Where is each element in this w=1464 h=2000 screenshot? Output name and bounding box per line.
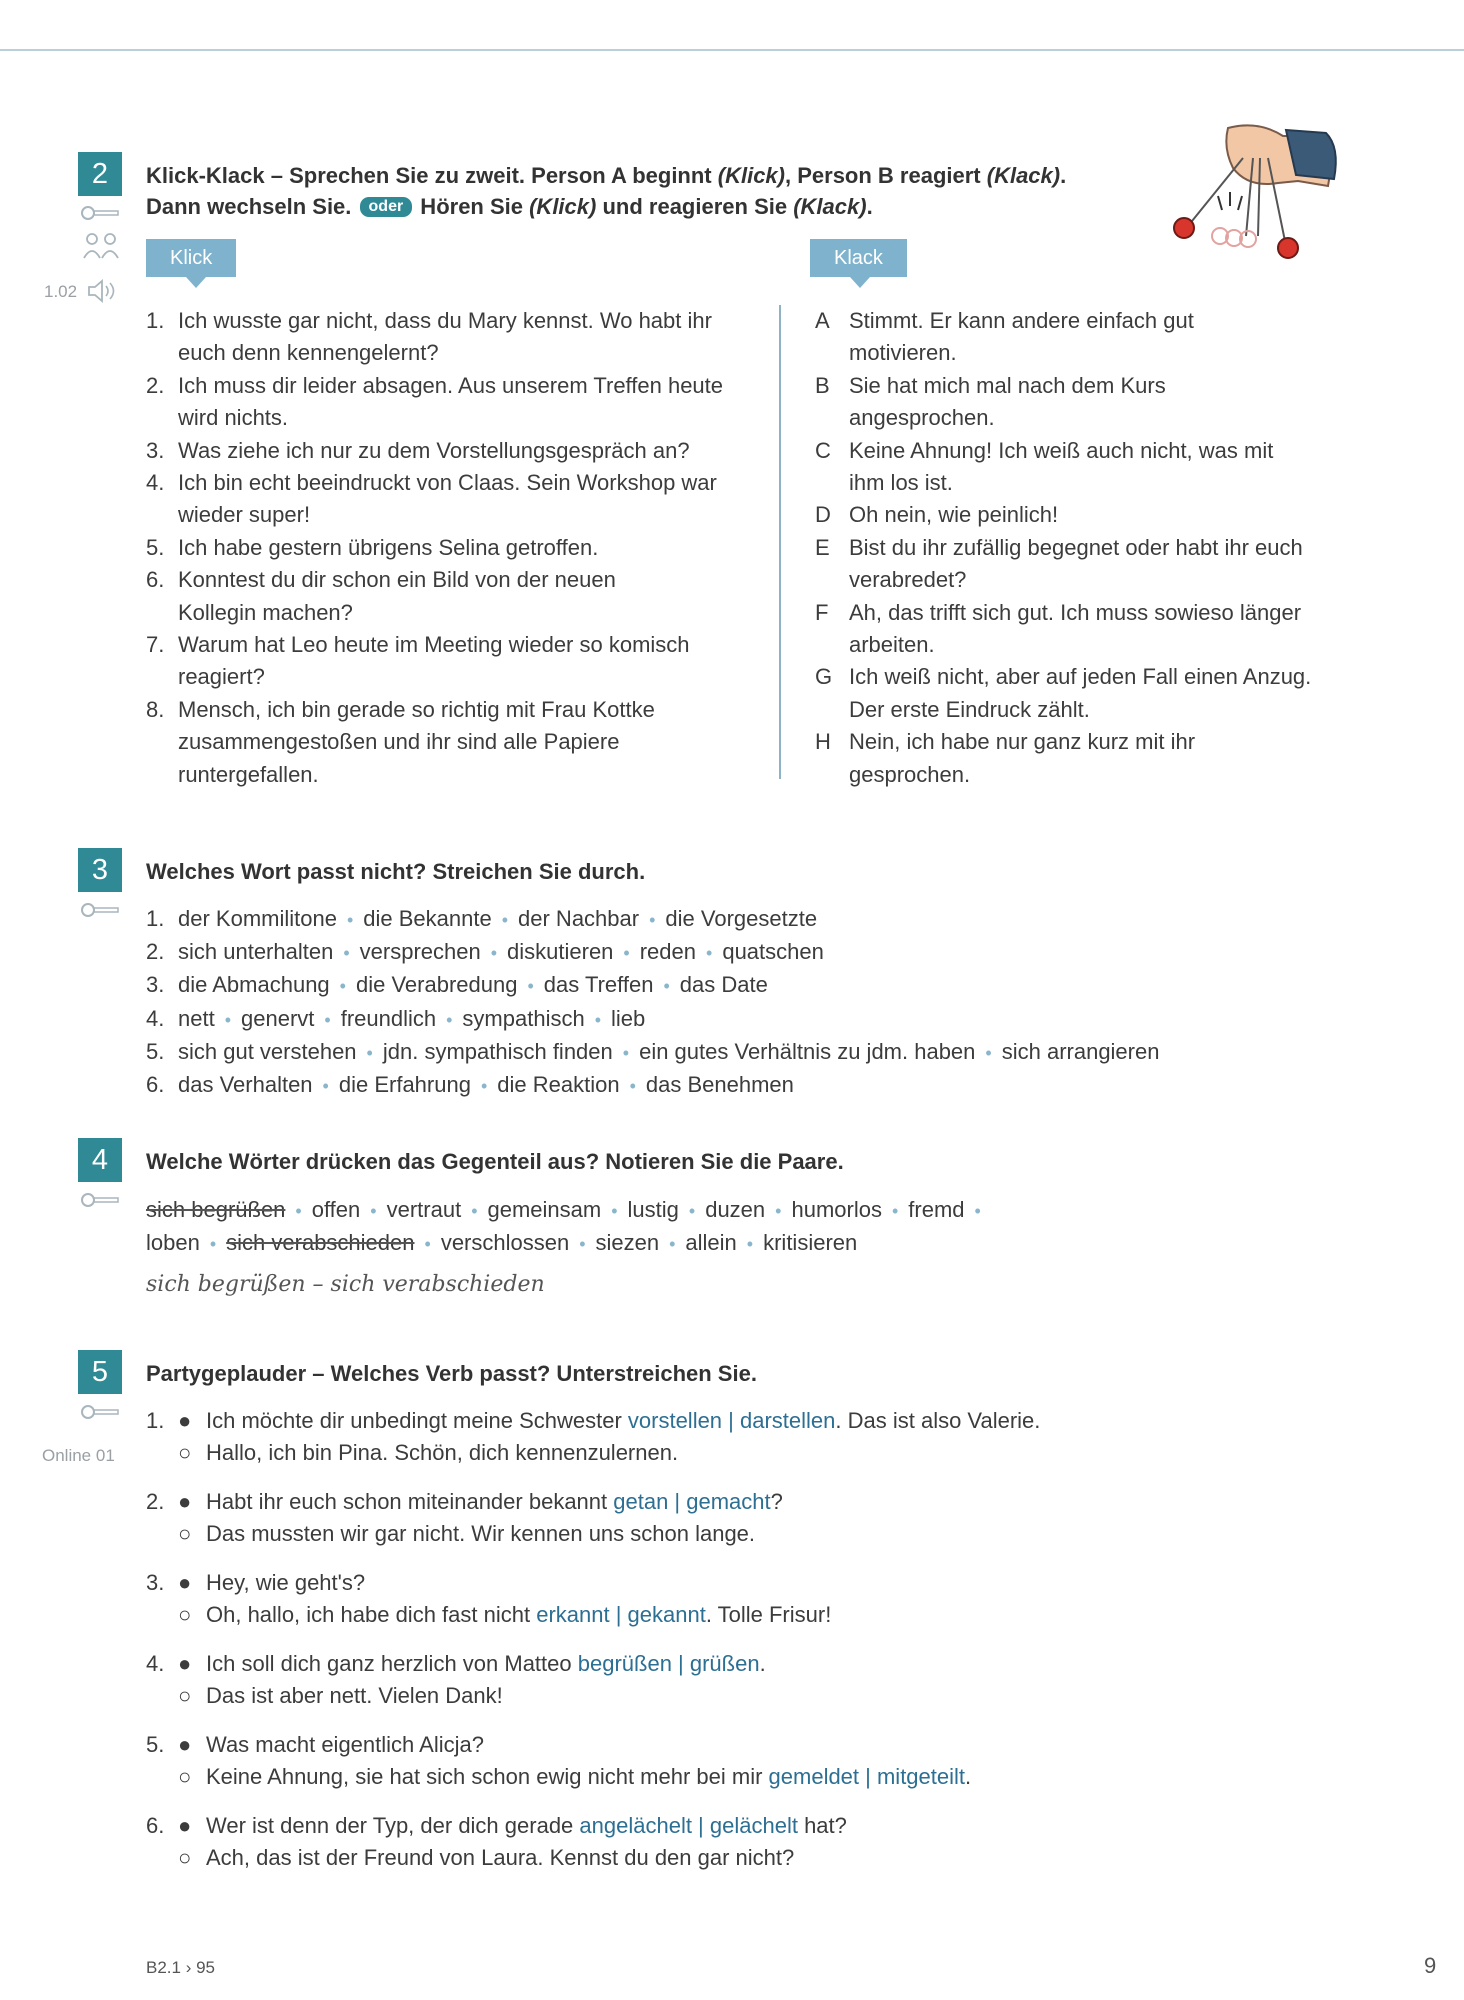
verb-options[interactable]: getan | gemacht	[613, 1489, 771, 1514]
footer-level: B2.1 › 95	[146, 1958, 215, 1977]
speaker-icon[interactable]	[86, 278, 118, 304]
list-item: 1. Ich wusste gar nicht, dass du Mary kennst. Wo habt ihr euch denn kennengelernt?	[146, 308, 712, 366]
exercise-3-title: Welches Wort passt nicht? Streichen Sie durch.	[146, 859, 646, 884]
handwritten-example: sich begrüßen – sich verabschieden	[146, 1272, 545, 1297]
list-item: 4. nett • genervt • freundlich • sympathisch • lieb	[146, 1005, 646, 1031]
exercise-2-title: Klick-Klack – Sprechen Sie zu zweit. Person A beginnt (Klick), Person B reagiert (Klack).	[146, 163, 1067, 188]
page-number: 9	[1424, 1953, 1437, 1978]
klick-list	[146, 305, 766, 791]
list-item: C Keine Ahnung! Ich weiß auch nicht, was mit ihm los ist.	[815, 437, 1274, 496]
list-item: H Nein, ich habe nur ganz kurz mit ihr gesprochen.	[815, 729, 1196, 787]
list-item: 4. Ich bin echt beeindruckt von Claas. Sein Workshop war wieder super!	[146, 470, 717, 528]
list-item: 3. Was ziehe ich nur zu dem Vorstellungsgespräch an?	[146, 437, 690, 463]
list-item: G Ich weiß nicht, aber auf jeden Fall einen Anzug. Der erste Eindruck zählt.	[815, 664, 1312, 722]
verb-options[interactable]: erkannt | gekannt	[536, 1602, 706, 1627]
list-item: 7. Warum hat Leo heute im Meeting wieder so komisch reagiert?	[146, 632, 690, 690]
list-item: B Sie hat mich mal nach dem Kurs angesprochen.	[815, 372, 1166, 431]
list-item: 5. Ich habe gestern übrigens Selina getroffen.	[146, 534, 599, 560]
verb-options[interactable]: vorstellen | darstellen	[627, 1408, 836, 1433]
oder-badge: oder	[360, 197, 413, 217]
list-item: 5. sich gut verstehen • jdn. sympathisch finden • ein gutes Verhältnis zu jdm. haben • sich arrangieren	[146, 1038, 1160, 1064]
verb-options[interactable]: begrüßen | grüßen	[577, 1651, 760, 1676]
list-item: 3. die Abmachung • die Verabredung • das Treffen • das Date	[146, 972, 768, 998]
klick-tag: Klick	[146, 239, 236, 277]
list-item: 1. der Kommilitone • die Bekannte • der Nachbar • die Vorgesetzte	[146, 906, 818, 931]
newton-cradle-illustration	[1168, 118, 1348, 268]
top-rule	[0, 49, 1464, 51]
list-item: 6. das Verhalten • die Erfahrung • die Reaktion • das Benehmen	[146, 1072, 794, 1098]
list-item: 2. sich unterhalten • versprechen • diskutieren • reden • quatschen	[146, 939, 824, 965]
exercise-3-list	[146, 903, 1159, 1102]
list-item: 6. Konntest du dir schon ein Bild von der neuen Kollegin machen?	[146, 567, 616, 625]
key-icon	[80, 1192, 122, 1208]
exercise-5-title: Partygeplauder – Welches Verb passt? Unterstreichen Sie.	[146, 1361, 757, 1386]
key-icon	[80, 902, 122, 918]
list-item: F Ah, das trifft sich gut. Ich muss sowieso länger arbeiten.	[815, 599, 1302, 658]
exercise-4-number: 4	[78, 1138, 122, 1182]
list-item: A Stimmt. Er kann andere einfach gut motivieren.	[815, 308, 1194, 366]
exercise-3-number: 3	[78, 848, 122, 892]
dialogue-1: 1. ● Ich möchte dir unbedingt meine Schwester vorstellen | darstellen. Das ist also Valerie. ○ Hallo, ich bin Pina. Schön, dich kennenzulernen.	[146, 1408, 1041, 1465]
exercise-4-title: Welche Wörter drücken das Gegenteil aus? Notieren Sie die Paare.	[146, 1149, 844, 1174]
exercise-2-number: 2	[78, 152, 122, 196]
list-item: 2. Ich muss dir leider absagen. Aus unserem Treffen heute wird nichts.	[146, 372, 724, 431]
list-item: D Oh nein, wie peinlich!	[815, 502, 1059, 528]
exercise-4-words: sich begrüßen • offen • vertraut • gemeinsam • lustig • duzen • humorlos • fremd • loben • sich verabschieden • verschlossen • siezen • allein • kritisieren	[146, 1197, 981, 1256]
dialogue-2: 2. ● Habt ihr euch schon miteinander bekannt getan | gemacht? ○ Das mussten wir gar nicht. Wir kennen uns schon lange.	[146, 1489, 783, 1546]
column-divider	[779, 305, 781, 779]
pair-icon	[82, 232, 120, 260]
dialogue-5: 5. ● Was macht eigentlich Alicja? ○ Keine Ahnung, sie hat sich schon ewig nicht mehr bei mir gemeldet | mitgeteilt.	[146, 1732, 972, 1789]
verb-options[interactable]: gemeldet | mitgeteilt	[768, 1764, 966, 1789]
online-code: Online 01	[42, 1446, 115, 1465]
exercise-5-number: 5	[78, 1350, 122, 1394]
dialogue-3: 3. ● Hey, wie geht's? ○ Oh, hallo, ich habe dich fast nicht erkannt | gekannt. Tolle Frisur!	[146, 1570, 832, 1627]
list-item: E Bist du ihr zufällig begegnet oder habt ihr euch verabredet?	[815, 534, 1303, 593]
list-item: 8. Mensch, ich bin gerade so richtig mit Frau Kottke zusammengestoßen und ihr sind alle Papiere runtergefallen.	[146, 696, 655, 787]
dialogue-6: 6. ● Wer ist denn der Typ, der dich gerade angelächelt | gelächelt hat? ○ Ach, das ist der Freund von Laura. Kennst du den gar nicht?	[146, 1813, 847, 1870]
struck-word: sich verabschieden	[226, 1230, 415, 1256]
klack-list	[815, 305, 1335, 791]
struck-word: sich begrüßen	[146, 1197, 286, 1222]
audio-track: 1.02	[44, 282, 78, 301]
verb-options[interactable]: angelächelt | gelächelt	[579, 1813, 798, 1838]
dialogue-4: 4. ● Ich soll dich ganz herzlich von Matteo begrüßen | grüßen. ○ Das ist aber nett. Vielen Dank!	[146, 1651, 766, 1708]
key-icon	[80, 1404, 122, 1420]
klack-tag: Klack	[810, 239, 907, 277]
exercise-2-title-line2: Dann wechseln Sie. oder Hören Sie (Klick) und reagieren Sie (Klack).	[146, 194, 873, 219]
key-icon	[80, 205, 122, 221]
